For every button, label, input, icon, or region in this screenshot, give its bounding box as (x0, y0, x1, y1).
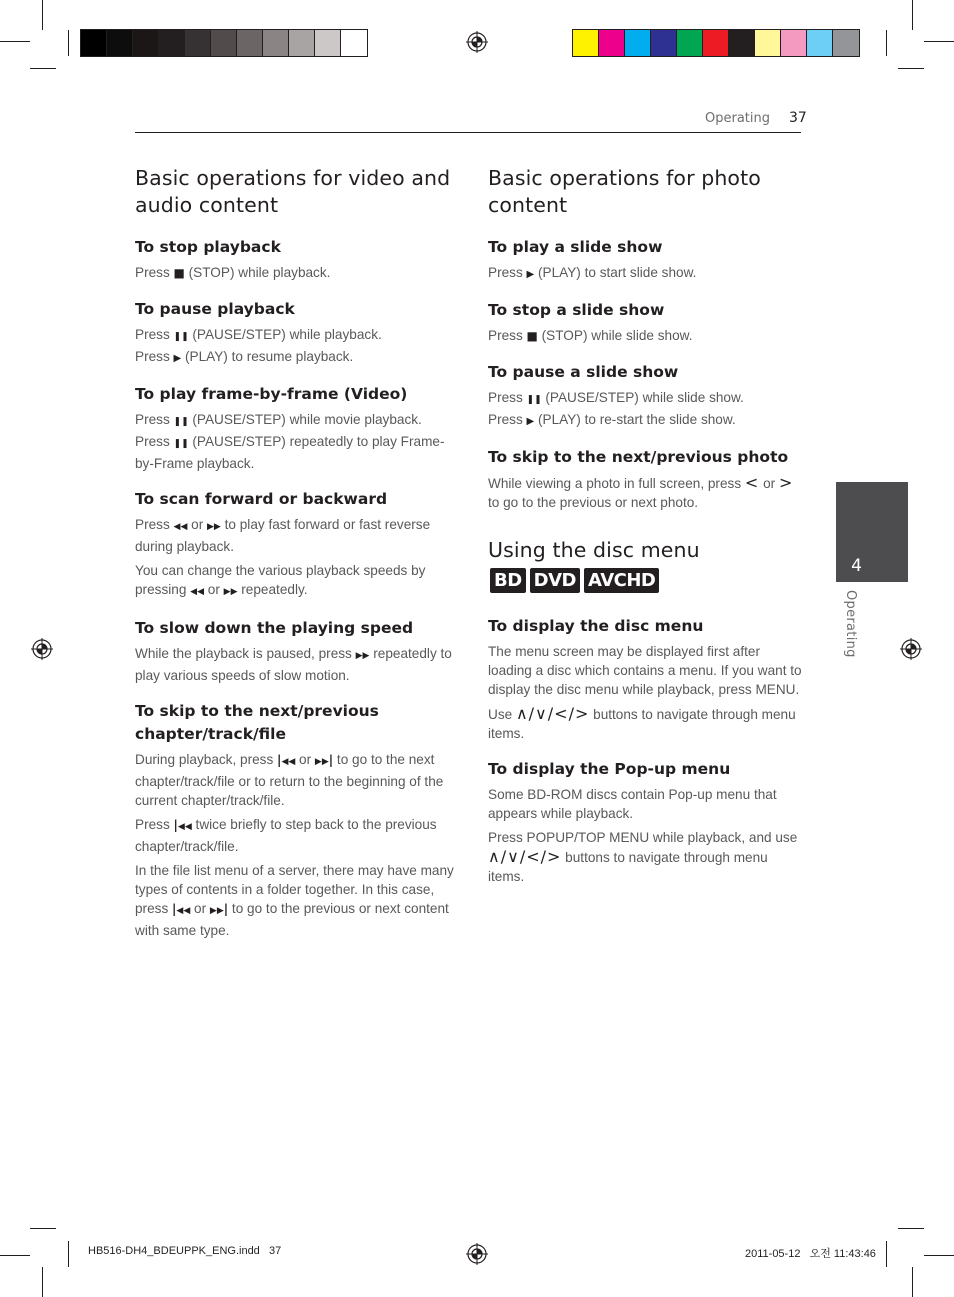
gray-swatch-5 (211, 30, 237, 56)
stop-icon: ■ (526, 329, 538, 343)
crop-mark (886, 1241, 887, 1267)
color-swatch-1 (599, 30, 625, 56)
chapter-tab (836, 482, 908, 582)
pause-icon: ❚❚ (173, 417, 189, 427)
topic-text: Some BD-ROM discs contain Pop-up menu that appears while playback. (488, 787, 777, 821)
left-arrow-icon: < (744, 473, 760, 492)
topic-heading: To play frame-by-frame (Video) (135, 385, 408, 403)
color-swatch-9 (807, 30, 833, 56)
rewind-icon: ◀◀ (190, 587, 205, 597)
navigation-arrows-icon: ∧/∨/</> (515, 704, 590, 723)
topic-heading: To skip to the next/previous chapter/track/file (135, 702, 379, 743)
skip-next-icon: ▶▶| (209, 902, 229, 916)
crop-mark (68, 1241, 69, 1267)
skip-next-icon: ▶▶| (314, 753, 334, 767)
topic-text: Press ◀◀ or ▶▶ to play fast forward or fast reverse during playback. (135, 517, 431, 554)
topic-heading: To stop a slide show (488, 301, 665, 319)
topic-text: While the playback is paused, press ▶▶ repeatedly to play various speeds of slow motion. (135, 646, 452, 683)
topic-heading: To display the disc menu (488, 617, 704, 635)
play-icon: ▶ (173, 353, 182, 364)
crop-mark (886, 30, 887, 56)
play-icon: ▶ (526, 269, 535, 280)
color-swatch-7 (755, 30, 781, 56)
topic-heading: To slow down the playing speed (135, 619, 414, 637)
topic-text: Press ❚❚ (PAUSE/STEP) repeatedly to play Frame-by-Frame playback. (135, 434, 445, 471)
play-icon: ▶ (526, 416, 535, 427)
gray-swatch-3 (159, 30, 185, 56)
running-header-section: Operating (705, 111, 770, 126)
skip-previous-icon: |◀◀ (277, 753, 296, 767)
topic-stop-slide-show (488, 299, 802, 346)
skip-previous-icon: |◀◀ (172, 902, 191, 916)
rewind-icon: ◀◀ (173, 522, 188, 532)
topic-heading: To display the Pop-up menu (488, 760, 731, 778)
gray-swatch-6 (237, 30, 263, 56)
crop-mark (42, 1267, 43, 1297)
topic-text: The menu screen may be displayed first after loading a disc which contains a menu. If you want to display the disc menu while playback, press MENU. (488, 644, 802, 697)
topic-text: While viewing a photo in full screen, press < or > to go to the previous or next photo. (488, 473, 794, 510)
navigation-arrows-icon: ∧/∨/</> (488, 847, 562, 866)
gray-swatch-9 (315, 30, 341, 56)
color-swatch-6 (729, 30, 755, 56)
skip-previous-icon: |◀◀ (173, 818, 192, 832)
crop-mark (924, 41, 954, 42)
topic-text: Press ▶ (PLAY) to start slide show. (488, 265, 697, 280)
topic-text: Press POPUP/TOP MENU while playback, and use ∧/∨/</> buttons to navigate through menu items. (488, 830, 798, 884)
topic-text: Press ■ (STOP) while playback. (135, 265, 331, 280)
registration-mark-icon (31, 638, 53, 660)
topic-heading: To scan forward or backward (135, 490, 388, 508)
topic-text: Press ❚❚ (PAUSE/STEP) while movie playback. (135, 412, 422, 427)
topic-heading: To skip to the next/previous photo (488, 448, 789, 466)
gray-swatch-1 (107, 30, 133, 56)
topic-display-popup-menu (488, 758, 802, 886)
topic-text: During playback, press |◀◀ or ▶▶| to go to the next chapter/track/file or to return to the beginning of the current chapter/track/file. (135, 752, 444, 808)
topic-text: In the file list menu of a server, there may have many types of contents in a folder together. In this case, press |◀◀ or ▶▶| to go to the previous or next content with same type. (135, 863, 454, 938)
chapter-side-label: Operating (843, 590, 858, 658)
gray-calibration-bar (80, 29, 368, 57)
topic-text: Press ▶ (PLAY) to resume playback. (135, 349, 354, 364)
topic-pause-slide-show (488, 361, 802, 431)
fast-forward-icon: ▶▶ (207, 522, 221, 532)
topic-heading: To pause a slide show (488, 363, 679, 381)
color-swatch-3 (651, 30, 677, 56)
color-swatch-5 (703, 30, 729, 56)
gray-swatch-7 (263, 30, 289, 56)
crop-mark (912, 0, 913, 30)
topic-frame-by-frame (135, 383, 457, 473)
color-calibration-bar (572, 29, 860, 57)
topic-scan (135, 488, 457, 602)
crop-mark (898, 68, 924, 69)
crop-mark (68, 30, 69, 56)
page-number: 37 (789, 110, 807, 126)
topic-skip-photo (488, 446, 802, 512)
topic-text: Press ▶ (PLAY) to re-start the slide show. (488, 412, 736, 427)
topic-text: Press ❚❚ (PAUSE/STEP) while slide show. (488, 390, 744, 405)
chapter-number: 4 (851, 556, 862, 576)
fast-forward-icon: ▶▶ (355, 651, 370, 661)
topic-display-disc-menu (488, 615, 802, 743)
pause-icon: ❚❚ (526, 395, 542, 405)
gray-swatch-0 (81, 30, 107, 56)
right-arrow-icon: > (778, 473, 794, 492)
color-swatch-0 (573, 30, 599, 56)
section-title-photo: Basic operations for photo content (488, 166, 761, 217)
crop-mark (924, 1255, 954, 1256)
topic-pause-playback (135, 298, 457, 368)
pause-icon: ❚❚ (173, 439, 189, 449)
right-column (488, 165, 802, 901)
footer-timestamp: 2011-05-12 오전 11:43:46 (745, 1248, 876, 1260)
gray-swatch-4 (185, 30, 211, 56)
section-title-disc-menu: Using the disc menu (488, 538, 700, 562)
registration-mark-icon (900, 638, 922, 660)
section-title-video-audio: Basic operations for video and audio content (135, 166, 451, 217)
header-rule (135, 132, 801, 133)
avchd-badge: AVCHD (584, 568, 659, 593)
gray-swatch-2 (133, 30, 159, 56)
pause-icon: ❚❚ (173, 332, 189, 342)
color-swatch-2 (625, 30, 651, 56)
topic-text: Press |◀◀ twice briefly to step back to the previous chapter/track/file. (135, 817, 437, 854)
topic-heading: To play a slide show (488, 238, 663, 256)
registration-mark-icon (466, 31, 488, 53)
bd-badge: BD (490, 568, 526, 593)
topic-text: Press ❚❚ (PAUSE/STEP) while playback. (135, 327, 382, 342)
crop-mark (898, 1228, 924, 1229)
stop-icon: ■ (173, 266, 185, 280)
topic-text: Press ■ (STOP) while slide show. (488, 328, 693, 343)
topic-text: Use ∧/∨/</> buttons to navigate through menu items. (488, 704, 796, 741)
gray-swatch-8 (289, 30, 315, 56)
topic-text: You can change the various playback speeds by pressing ◀◀ or ▶▶ repeatedly. (135, 563, 426, 597)
topic-heading: To stop playback (135, 238, 281, 256)
gray-swatch-10 (341, 30, 367, 56)
dvd-badge: DVD (530, 568, 580, 593)
topic-slow-down (135, 617, 457, 685)
disc-type-badges (490, 568, 802, 593)
color-swatch-4 (677, 30, 703, 56)
registration-mark-icon (466, 1243, 488, 1265)
crop-mark (42, 0, 43, 30)
fast-forward-icon: ▶▶ (223, 587, 238, 597)
color-swatch-10 (833, 30, 859, 56)
crop-mark (30, 68, 56, 69)
crop-mark (0, 41, 30, 42)
left-column (135, 165, 457, 955)
color-swatch-8 (781, 30, 807, 56)
crop-mark (912, 1267, 913, 1297)
footer-filename: HB516-DH4_BDEUPPK_ENG.indd 37 (88, 1245, 282, 1257)
topic-heading: To pause playback (135, 300, 295, 318)
crop-mark (30, 1228, 56, 1229)
topic-skip-chapter (135, 700, 457, 940)
topic-play-slide-show (488, 236, 802, 284)
topic-stop-playback (135, 236, 457, 283)
crop-mark (0, 1255, 30, 1256)
